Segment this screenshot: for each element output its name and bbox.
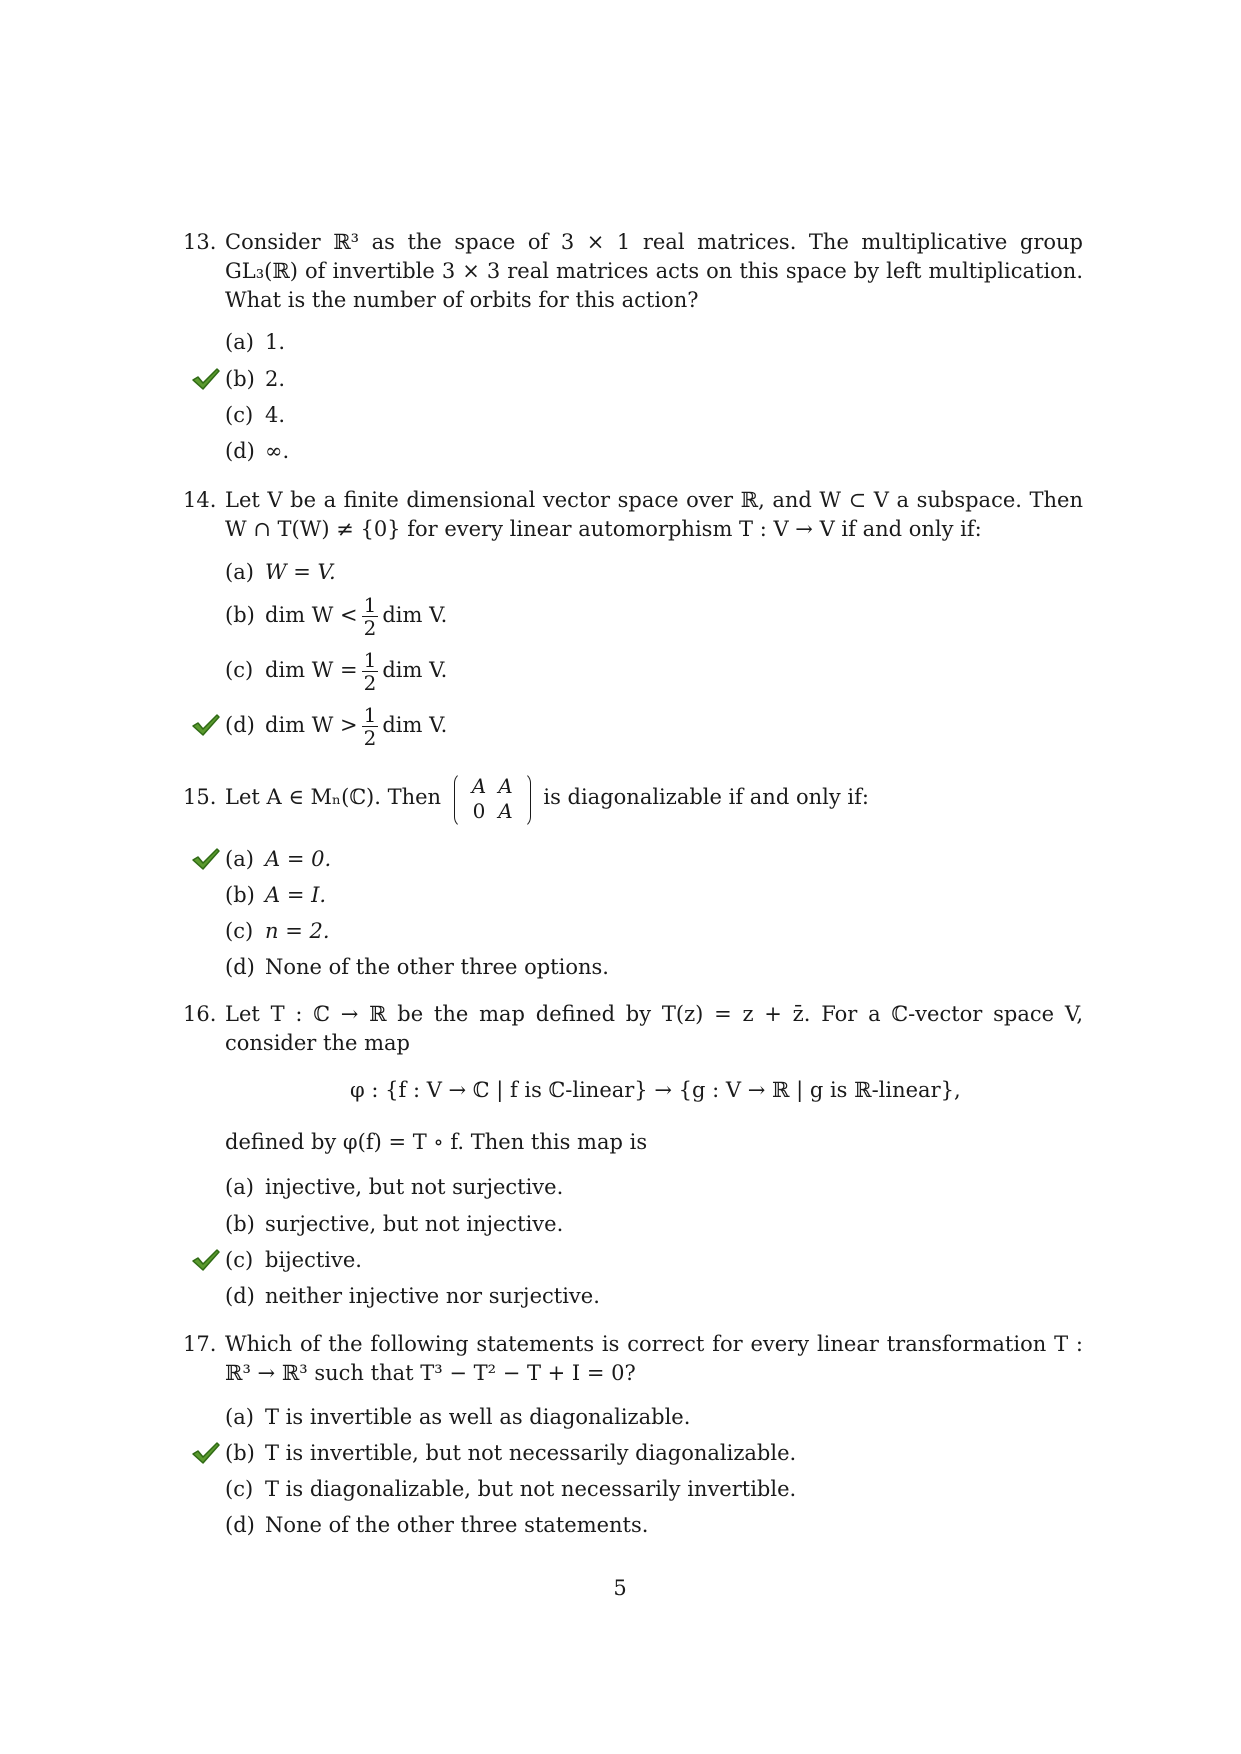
check-mark-icon — [191, 1248, 221, 1272]
option-15d: (d) None of the other three options. — [225, 955, 609, 979]
option-16d: (d) neither injective nor surjective. — [225, 1284, 600, 1308]
question-14 — [183, 486, 1083, 544]
option-13d: (d) ∞. — [225, 439, 290, 463]
question-stem: Let T : ℂ → ℝ be the map defined by T(z) = z + z̄. For a ℂ-vector space V, consider the map — [225, 1002, 1083, 1055]
block-matrix: A A 0 A — [454, 774, 531, 824]
check-mark-icon — [191, 847, 221, 871]
option-15a: (a) A = 0. — [225, 845, 331, 874]
option-17d: (d) None of the other three statements. — [225, 1513, 649, 1537]
question-16 — [183, 1000, 1083, 1058]
option-16c: (c) bijective. — [225, 1246, 362, 1275]
question-number: 14. — [183, 488, 217, 512]
question-number: 13. — [183, 230, 217, 254]
display-equation: φ : {f : V → ℂ | f is ℂ-linear} → {g : V → ℝ | g is ℝ-linear}, — [350, 1078, 961, 1102]
option-15b: (b) A = I. — [225, 883, 327, 907]
fraction-one-half: $\frac{1}{2}$ — [363, 648, 377, 695]
page-number: 5 — [613, 1576, 627, 1600]
option-16a: (a) injective, but not surjective. — [225, 1175, 564, 1199]
option-16b: (b) surjective, but not injective. — [225, 1212, 564, 1236]
option-13c: (c) 4. — [225, 403, 286, 427]
option-14d: (d) dim W > $\frac{1}{2}$ dim V. — [225, 695, 447, 755]
check-mark-icon — [191, 367, 221, 391]
check-mark-icon — [191, 713, 221, 737]
option-13b: (b) 2. — [225, 365, 285, 394]
question-stem: Consider ℝ³ as the space of 3 × 1 real matrices. The multiplicative group GL₃(ℝ) of invertible 3 × 3 real matrices acts on this space by left multiplication. What is the number of orbits for this action? — [225, 230, 1083, 312]
fraction-one-half: $\frac{1}{2}$ — [363, 703, 377, 750]
option-17b: (b) T is invertible, but not necessarily diagonalizable. — [225, 1439, 796, 1468]
question-number: 17. — [183, 1332, 217, 1356]
option-14b: (b) dim W < $\frac{1}{2}$ dim V. — [225, 593, 448, 640]
question-number: 16. — [183, 1002, 217, 1026]
option-14c: (c) dim W = $\frac{1}{2}$ dim V. — [225, 648, 448, 695]
question-stem: Which of the following statements is correct for every linear transformation T : ℝ³ → ℝ³ such that T³ − T² − T + I = 0? — [225, 1332, 1083, 1385]
question-stem: Let A ∈ Mₙ(ℂ). Then A A 0 A is diagonalizable if and only if: — [225, 772, 1083, 824]
option-13a: (a) 1. — [225, 330, 286, 354]
option-15c: (c) n = 2. — [225, 919, 330, 943]
question-17 — [183, 1330, 1083, 1388]
option-17a: (a) T is invertible as well as diagonalizable. — [225, 1405, 691, 1429]
option-17c: (c) T is diagonalizable, but not necessarily invertible. — [225, 1477, 797, 1501]
question-number: 15. — [183, 785, 217, 809]
question-13 — [183, 228, 1083, 315]
option-14a: (a) W = V. — [225, 560, 336, 584]
check-mark-icon — [191, 1441, 221, 1465]
fraction-one-half: $\frac{1}{2}$ — [363, 593, 377, 640]
question-15 — [183, 772, 1083, 824]
question-16-continuation — [183, 1128, 1083, 1157]
question-stem-continued: defined by φ(f) = T ∘ f. Then this map is — [225, 1130, 648, 1154]
question-stem: Let V be a finite dimensional vector space over ℝ, and W ⊂ V a subspace. Then W ∩ T(W) ≠ {0} for every linear automorphism T : V → V if and only if: — [225, 488, 1083, 541]
